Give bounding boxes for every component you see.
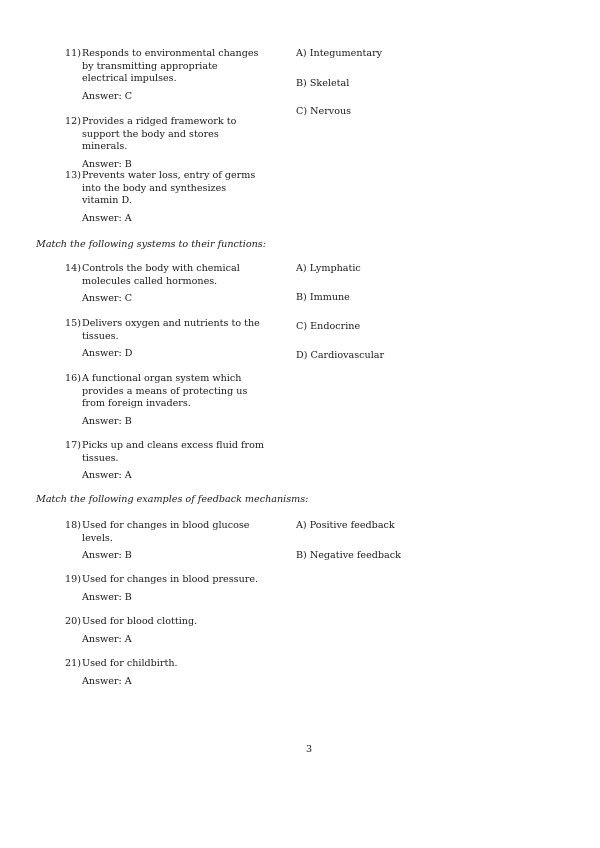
option-b: B) Negative feedback: [296, 550, 401, 561]
question-15: [65, 318, 265, 361]
question-text: Responds to environmental changes by transmitting appropriate electrical impulses.: [82, 48, 259, 85]
question-answer: Answer: A: [82, 212, 132, 224]
option-a: A) Positive feedback: [296, 520, 395, 531]
question-11: [65, 48, 265, 103]
question-number: 19): [65, 574, 81, 585]
section-instruction: Match the following systems to their functions:: [36, 239, 266, 250]
question-14: [65, 263, 265, 306]
question-text: Used for childbirth.: [82, 658, 178, 669]
option-c: C) Endocrine: [296, 321, 361, 332]
question-number: 18): [65, 520, 81, 531]
question-number: 16): [65, 373, 81, 384]
page-number: 3: [306, 744, 313, 755]
question-21: [65, 658, 265, 688]
question-16: [65, 373, 265, 428]
question-answer: Answer: A: [82, 675, 132, 687]
question-answer: Answer: B: [82, 415, 132, 427]
question-17: [65, 440, 265, 483]
question-text: Used for changes in blood pressure.: [82, 574, 259, 585]
question-text: Picks up and cleans excess fluid from tissues.: [82, 440, 265, 464]
question-answer: Answer: B: [82, 591, 132, 603]
question-number: 14): [65, 263, 81, 274]
question-answer: Answer: B: [82, 550, 132, 562]
question-19: [65, 574, 265, 604]
question-answer: Answer: C: [82, 90, 133, 102]
question-number: 21): [65, 658, 81, 669]
question-12: [65, 116, 265, 171]
question-text: Controls the body with chemical molecules called hormones.: [82, 263, 240, 287]
question-answer: Answer: A: [82, 470, 132, 482]
question-text: A functional organ system which provides a means of protecting us from foreign invaders.: [82, 373, 248, 410]
question-20: [65, 616, 265, 646]
question-text: Prevents water loss, entry of germs into the body and synthesizes vitamin D.: [82, 170, 256, 207]
question-13: [65, 170, 265, 225]
option-d: D) Cardiovascular: [296, 350, 385, 361]
option-b: B) Skeletal: [296, 78, 350, 89]
question-number: 15): [65, 318, 81, 329]
option-b: B) Immune: [296, 292, 350, 303]
question-number: 11): [65, 48, 81, 59]
question-text: Provides a ridged framework to support the body and stores minerals.: [82, 116, 237, 153]
question-18: [65, 520, 265, 563]
question-number: 13): [65, 170, 81, 181]
section-instruction: Match the following examples of feedback mechanisms:: [36, 494, 309, 505]
question-number: 17): [65, 440, 81, 451]
question-answer: Answer: A: [82, 633, 132, 645]
question-answer: Answer: B: [82, 158, 132, 170]
question-number: 20): [65, 616, 81, 627]
question-text: Delivers oxygen and nutrients to the tissues.: [82, 318, 260, 342]
question-text: Used for blood clotting.: [82, 616, 198, 627]
question-number: 12): [65, 116, 81, 127]
question-answer: Answer: D: [82, 348, 133, 360]
option-c: C) Nervous: [296, 106, 352, 117]
option-a: A) Lymphatic: [296, 263, 361, 274]
option-a: A) Integumentary: [296, 48, 383, 59]
question-answer: Answer: C: [82, 293, 133, 305]
question-text: Used for changes in blood glucose levels.: [82, 520, 250, 544]
